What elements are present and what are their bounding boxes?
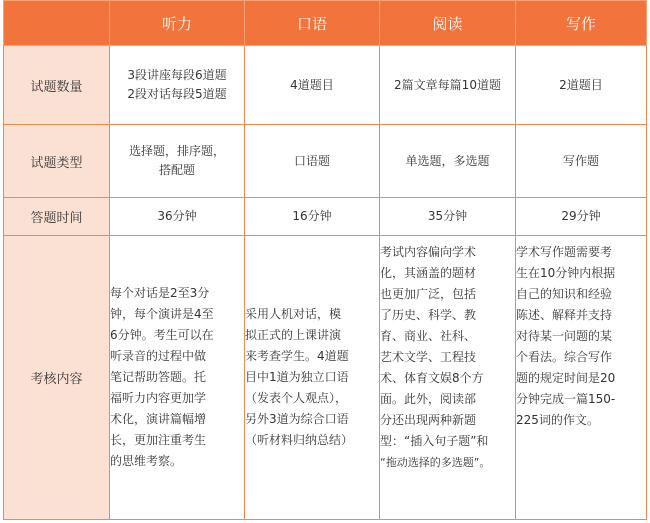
cell-line: 6分钟。考生可以在 — [110, 328, 214, 342]
cell-line: 型：“插入句子题”和 — [380, 434, 489, 448]
cell-line: 学术写作题需要考 — [516, 245, 613, 259]
cell-line: 育、商业、社科、 — [380, 329, 477, 343]
cell-line: 36分钟 — [157, 209, 197, 223]
cell-line: “拖动选择的多选题”。 — [380, 456, 491, 469]
cell-line: 术、体育文娱8个方 — [380, 371, 484, 385]
cell-line: 2篇文章每篇10道题 — [394, 77, 501, 92]
cell-line: 福听力内容更加学 — [110, 391, 207, 405]
cell-line: 艺术文学、工程技 — [380, 350, 477, 364]
cell-line: 也更加广泛，包括 — [380, 287, 477, 301]
header-reading: 阅读 — [380, 1, 516, 46]
cell-line: 的思维考察。 — [110, 454, 183, 468]
cell-line: 长，更加注重考生 — [110, 433, 207, 447]
cell-line: 2道题目 — [559, 77, 603, 92]
cell-line: 单选题，多选题 — [405, 153, 490, 168]
cell-line: （听材料归纳总结） — [245, 433, 354, 447]
row-assessment-content — [4, 236, 647, 520]
row-question-type — [4, 125, 647, 198]
row-label: 考核内容 — [4, 236, 110, 520]
cell-line: 16分钟 — [292, 209, 332, 223]
cell-speaking-content — [245, 236, 380, 520]
cell-line: 分钟完成一篇150- — [516, 392, 616, 406]
cell-line: 钟，每个演讲是4至 — [110, 307, 214, 321]
cell-listening-content — [110, 236, 245, 520]
cell-writing-type — [516, 125, 647, 198]
header-row — [4, 1, 647, 46]
cell-reading-count — [380, 46, 516, 125]
cell-line: 29分钟 — [561, 209, 601, 223]
cell-line: （发表个人观点）， — [245, 391, 348, 405]
cell-line: 来考查学生。4道题 — [245, 349, 349, 363]
cell-line: 另外3道为综合口语 — [245, 412, 349, 426]
cell-line: 生在10分钟内根据 — [516, 266, 616, 280]
header-corner — [4, 1, 110, 46]
cell-line: 笔记帮助答题。托 — [110, 370, 207, 384]
header-speaking: 口语 — [245, 1, 380, 46]
cell-line: 每个对话是2至3分 — [110, 286, 210, 300]
cell-listening-time — [110, 198, 245, 236]
cell-line: 题的规定时间是20 — [516, 371, 616, 385]
cell-line: 拟正式的上课讲演 — [245, 328, 342, 342]
cell-writing-time — [516, 198, 647, 236]
cell-line: 口语题 — [293, 153, 330, 168]
cell-line: 选择题，排序题， — [128, 144, 225, 158]
cell-line: 化，其涵盖的题材 — [380, 266, 477, 280]
row-answer-time — [4, 198, 647, 236]
row-label: 答题时间 — [4, 198, 110, 236]
cell-line: 35分钟 — [427, 209, 468, 223]
cell-line: 采用人机对话，模 — [245, 307, 342, 321]
cell-speaking-time — [245, 198, 380, 236]
cell-listening-type — [110, 125, 245, 198]
cell-line: 4道题目 — [290, 77, 334, 92]
cell-listening-count — [110, 46, 245, 125]
cell-reading-type — [380, 125, 516, 198]
cell-speaking-count — [245, 46, 380, 125]
cell-reading-content — [380, 236, 516, 520]
cell-line: 自己的知识和经验 — [516, 287, 613, 301]
cell-writing-content — [516, 236, 647, 520]
cell-line: 搭配题 — [158, 163, 195, 177]
cell-line: 了历史、科学、教 — [380, 308, 477, 322]
cell-writing-count — [516, 46, 647, 125]
cell-line: 术化，演讲篇幅增 — [110, 412, 207, 426]
cell-line: 分还出现两种新题 — [380, 413, 477, 427]
cell-line: 陈述、解释并支持 — [516, 308, 613, 322]
header-listening: 听力 — [110, 1, 245, 46]
cell-line: 写作题 — [562, 153, 599, 168]
cell-line: 225词的作文。 — [516, 413, 599, 427]
exam-comparison-table — [3, 0, 647, 520]
cell-reading-time — [380, 198, 516, 236]
cell-line: 考试内容偏向学术 — [380, 245, 477, 259]
row-label: 试题数量 — [4, 46, 110, 125]
cell-speaking-type — [245, 125, 380, 198]
header-writing: 写作 — [516, 1, 647, 46]
cell-line: 目中1道为独立口语 — [245, 370, 349, 384]
cell-line: 个看法。综合写作 — [516, 350, 613, 364]
cell-line: 3段讲座每段6道题 — [127, 68, 227, 82]
cell-line: 对待某一问题的某 — [516, 329, 613, 343]
cell-line: 面。此外，阅读部 — [380, 392, 477, 406]
cell-line: 2段对话每段5道题 — [127, 87, 227, 101]
row-question-count — [4, 46, 647, 125]
row-label: 试题类型 — [4, 125, 110, 198]
cell-line: 听录音的过程中做 — [110, 349, 207, 363]
